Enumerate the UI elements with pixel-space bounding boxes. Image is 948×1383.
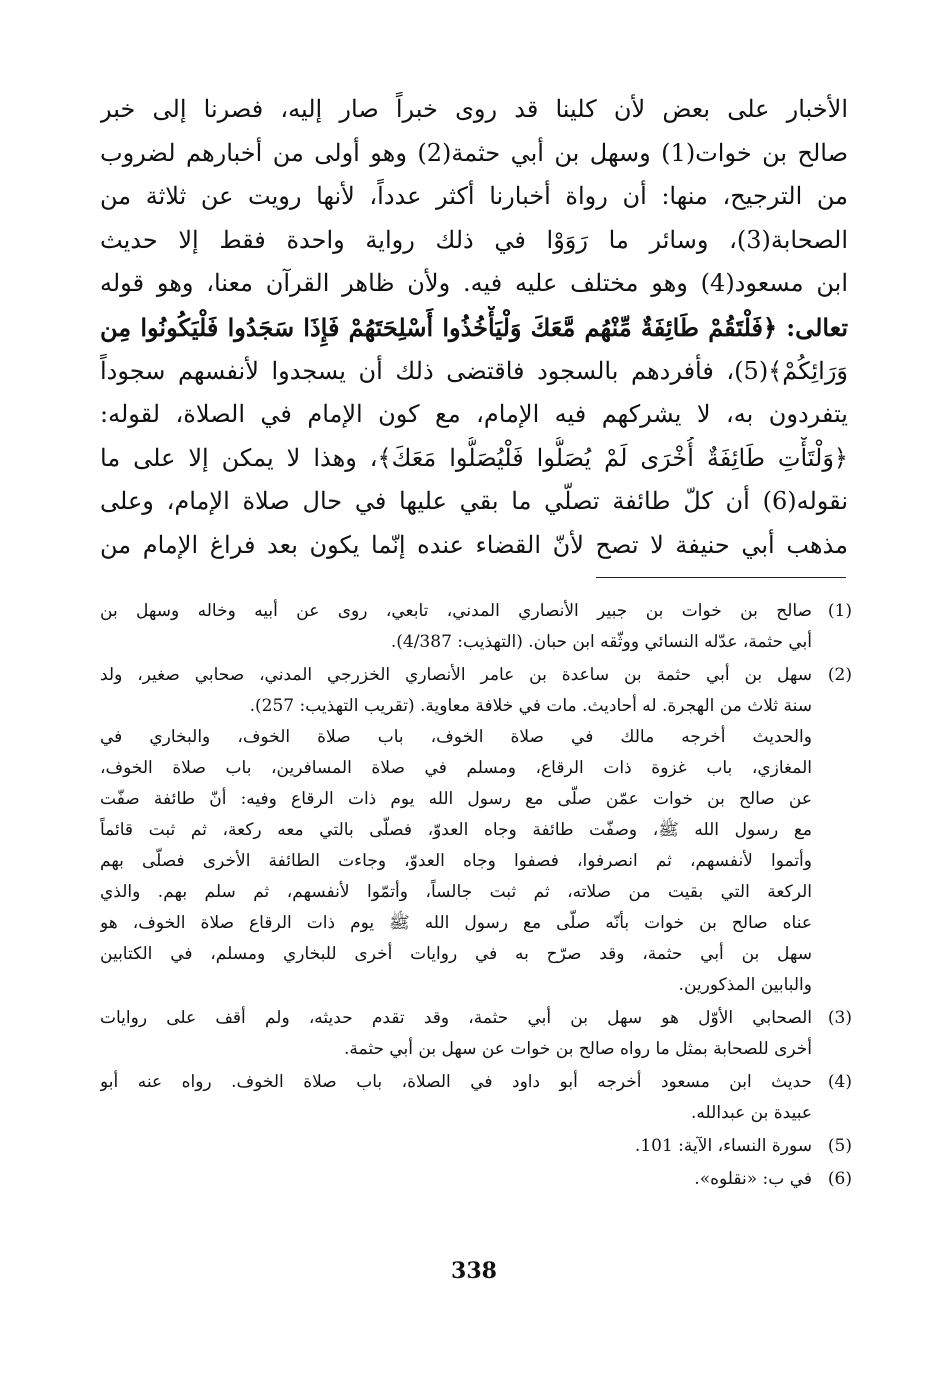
footnote-line: عن صالح بن خوات عمّن صلّى مع رسول الله يوم ذات الرقاع وفيه: أنّ طائفة صفّت (100, 789, 812, 809)
footnote-number: (1) (827, 601, 852, 621)
footnote-line: أبي حثمة، عدّله النسائي ووثّقه ابن حبان. (التهذيب: 4/387). (390, 632, 812, 652)
main-text-line: من الترجيح، منها: أن رواة أخبارنا أكثر عدداً، لأنها رويت عن ثلاثة من (100, 182, 848, 211)
main-text-line: ابن مسعود(4) وهو مختلف عليه فيه. ولأن ظاهر القرآن معنا، وهو قوله (100, 269, 848, 298)
footnote-number: (4) (827, 1072, 852, 1092)
footnote-line: وأتموا لأنفسهم، ثم انصرفوا، فصفوا وجاه العدوّ، وجاءت الطائفة الأخرى فصلّى بهم (100, 851, 812, 871)
footnote-line: صالح بن خوات بن جبير الأنصاري المدني، تابعي، روى عن أبيه وخاله وسهل بن (100, 601, 812, 621)
footnote-line: سهل بن أبي حثمة، وقد صرّح به في روايات أخرى للبخاري ومسلم، في الكتابين (100, 944, 812, 964)
footnote-line: عناه صالح بن خوات بأنّه صلّى مع رسول الله ﷺ يوم ذات الرقاع صلاة الخوف، هو (100, 913, 812, 933)
footnote-line: حديث ابن مسعود أخرجه أبو داود في الصلاة، باب صلاة الخوف. رواه عنه أبو (100, 1072, 812, 1092)
footnote-line: سنة ثلاث من الهجرة. له أحاديث. مات في خلافة معاوية. (تقريب التهذيب: 257). (249, 696, 812, 716)
footnote-line: الصحابي الأوّل هو سهل بن أبي حثمة، وقد تقدم حديثه، ولم أقف على روايات (100, 1008, 812, 1028)
footnote-line: سورة النساء، الآية: 101. (634, 1136, 812, 1156)
footnote-line: الركعة التي بقيت من صلاته، ثم ثبت جالساً، وأتمّوا لأنفسهم، ثم سلم بهم. والذي (100, 882, 812, 902)
footnote-number: (3) (827, 1008, 852, 1028)
main-text-line: يتفردون به، لا يشركهم فيه الإمام، مع كون الإمام في الصلاة، لقوله: (100, 400, 848, 429)
footnote-line: أخرى للصحابة بمثل ما رواه صالح بن خوات عن سهل بن أبي حثمة. (344, 1039, 812, 1059)
main-text-line: الصحابة(3)، وسائر ما رَوَوْا في ذلك رواية واحدة فقط إلا حديث (100, 225, 848, 254)
main-text-line: وَرَائِكُمْ﴾(5)، فأفردهم بالسجود فاقتضى ذلك أن يسجدوا لأنفسهم سجوداً (100, 356, 848, 385)
page-number: 338 (451, 1258, 497, 1284)
footnote-6 (100, 1164, 852, 1195)
footnote-number: (5) (827, 1136, 852, 1156)
main-text-line: صالح بن خوات(1) وسهل بن أبي حثمة(2) وهو أولى من أخبارهم لضروب (100, 138, 848, 167)
footnotes (100, 596, 852, 1197)
footnote-line: في ب: «نقلوه». (694, 1169, 812, 1189)
footnote-2 (100, 660, 852, 1001)
footnote-5 (100, 1131, 852, 1162)
main-text-line: الأخبار على بعض لأن كلينا قد روى خبراً صار إليه، فصرنا إلى خبر (100, 95, 848, 123)
footnote-line: المغازي، باب غزوة ذات الرقاع، ومسلم في صلاة المسافرين، باب صلاة الخوف، (100, 758, 812, 778)
footnote-number: (2) (827, 665, 852, 685)
footnote-separator (596, 577, 846, 578)
footnote-4 (100, 1067, 852, 1129)
footnote-3 (100, 1003, 852, 1065)
footnote-text (100, 596, 812, 658)
footnote-text (100, 1003, 812, 1065)
footnote-line: عبيدة بن عبدالله. (691, 1103, 812, 1123)
main-text-line: مذهب أبي حنيفة لا تصح لأنّ القضاء عنده إنّما يكون بعد فراغ الإمام من (100, 530, 848, 559)
footnote-text (100, 1067, 812, 1129)
footnote-line: سهل بن أبي حثمة بن ساعدة بن عامر الأنصاري الخزرجي المدني، صحابي صغير، ولد (100, 665, 812, 685)
footnote-text (100, 1164, 812, 1195)
footnote-text (100, 660, 812, 1001)
footnote-line: والبابين المذكورين. (678, 975, 812, 995)
footnote-number: (6) (827, 1169, 852, 1189)
footnote-1 (100, 596, 852, 658)
main-text-block (100, 88, 848, 568)
main-text-line-quran: ﴿وَلْتَأْتِ طَائِفَةٌ أُخْرَى لَمْ يُصَلُّوا فَلْيُصَلُّوا مَعَكَ﴾، وهذا لا يمكن إلا على ما (100, 443, 848, 472)
main-text-line: نقوله(6) أن كلّ طائفة تصلّي ما بقي عليها في حال صلاة الإمام، وعلى (100, 487, 848, 516)
main-text-line-quran: تعالى: ﴿فَلْتَقُمْ طَائِفَةٌ مِّنْهُم مَّعَكَ وَلْيَأْخُذُوا أَسْلِحَتَهُمْ فَإِذَا سَجَدُوا فَلْيَكُونُوا مِن (100, 312, 848, 342)
footnote-line: والحديث أخرجه مالك في صلاة الخوف، باب صلاة الخوف، والبخاري في (100, 727, 812, 747)
footnote-line: مع رسول الله ﷺ، وصفّت طائفة وجاه العدوّ، فصلّى بالتي معه ركعة، ثم ثبت قائماً (100, 820, 812, 840)
footnote-text (100, 1131, 812, 1162)
